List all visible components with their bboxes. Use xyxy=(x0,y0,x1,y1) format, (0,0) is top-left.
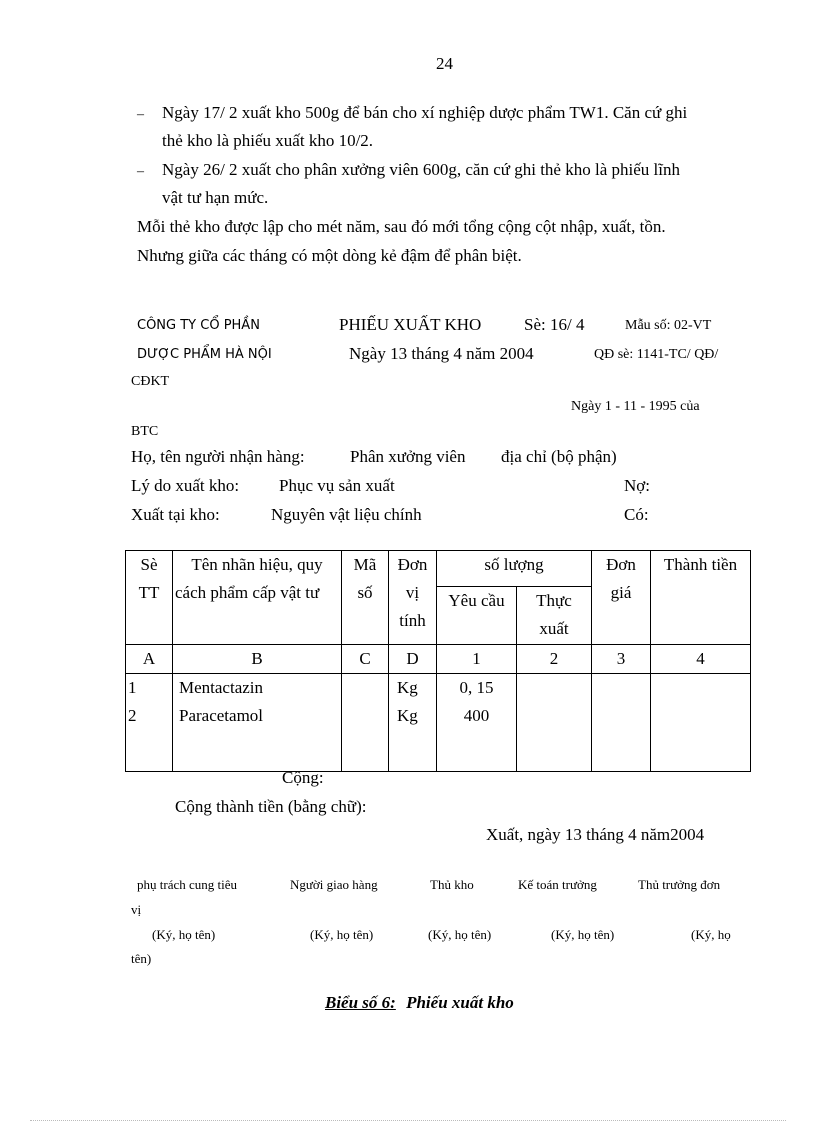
issue-date-line: Xuất, ngày 13 tháng 4 năm2004 xyxy=(486,825,705,844)
table-row-requested: 0, 15 xyxy=(459,678,494,697)
header-quantity: số lượng xyxy=(437,551,592,587)
decision-line-2: CĐKT xyxy=(131,374,170,389)
signature-note-last: (Ký, họ xyxy=(691,927,731,942)
signature-note-wrap: tên) xyxy=(131,951,152,966)
column-letter: B xyxy=(173,645,342,674)
column-letter: C xyxy=(342,645,389,674)
column-letter: 3 xyxy=(592,645,651,674)
header-code xyxy=(342,551,389,645)
signature-role-head: Thủ trưởng đơn xyxy=(638,877,721,892)
receiver-value: Phân xưởng viên xyxy=(350,447,466,466)
column-letter: 2 xyxy=(517,645,592,674)
header-stt-line-2: TT xyxy=(138,583,160,602)
header-unit-price-line-1: Đơn xyxy=(606,555,636,574)
code-cell xyxy=(342,674,389,772)
bullet-dash-icon: – xyxy=(137,164,144,179)
unit-cell xyxy=(389,674,437,772)
sum-in-words-label: Cộng thành tiền (bằng chữ): xyxy=(175,797,367,816)
stt-cell xyxy=(126,674,173,772)
header-code-line-1: Mã xyxy=(353,555,377,574)
total-cell xyxy=(651,674,751,772)
signature-role-supply: phụ trách cung tiêu xyxy=(137,877,237,892)
debit-label: Nợ: xyxy=(624,476,650,495)
header-requested: Yêu cầu xyxy=(437,587,517,645)
item-name-cell xyxy=(173,674,342,772)
table-body-row xyxy=(126,674,751,772)
signature-note: (Ký, họ tên) xyxy=(551,927,615,942)
decision-line-3: Ngày 1 - 11 - 1995 của xyxy=(571,399,700,414)
page-bottom-rule xyxy=(30,1120,786,1121)
voucher-date: Ngày 13 tháng 4 năm 2004 xyxy=(349,344,534,363)
header-unit-price xyxy=(592,551,651,645)
header-code-line-2: số xyxy=(357,583,373,602)
credit-label: Có: xyxy=(624,505,649,524)
header-unit-line-1: Đơn xyxy=(397,555,428,574)
header-unit-line-2: vị xyxy=(405,583,420,602)
paragraph-line-2: Nhưng giữa các tháng có một dòng kẻ đậm để phân biệt. xyxy=(137,246,522,265)
caption-text: Phiếu xuất kho xyxy=(406,993,514,1012)
table-row-stt: 1 xyxy=(128,678,137,697)
signature-note: (Ký, họ tên) xyxy=(310,927,374,942)
header-item-name-line-2: cách phẩm cấp vật tư xyxy=(175,583,320,602)
header-actual xyxy=(517,587,592,645)
header-actual-line-1: Thực xyxy=(536,591,572,610)
warehouse-label: Xuất tại kho: xyxy=(131,505,220,524)
header-actual-line-2: xuất xyxy=(539,619,569,638)
issue-items-table xyxy=(125,550,751,772)
decision-line-1: QĐ sè: 1141-TC/ QĐ/ xyxy=(594,347,719,362)
actual-cell xyxy=(517,674,592,772)
table-row-unit: Kg xyxy=(397,678,418,697)
voucher-title: PHIẾU XUẤT KHO xyxy=(339,315,482,334)
bullet-1-line-1: Ngày 17/ 2 xuất kho 500g để bán cho xí nghiệp dược phẩm TW1. Căn cứ ghi xyxy=(162,103,688,122)
header-item-name xyxy=(173,551,342,645)
company-name-line-2: DƯỢC PHẨM HÀ NỘI xyxy=(137,347,272,362)
table-row-name: Mentactazin xyxy=(179,678,264,697)
receiver-label: Họ, tên người nhận hàng: xyxy=(131,447,305,466)
column-letter: 1 xyxy=(437,645,517,674)
unit-price-cell xyxy=(592,674,651,772)
decision-line-4: BTC xyxy=(131,424,159,439)
header-unit-line-3: tính xyxy=(399,611,426,630)
table-row-name: Paracetamol xyxy=(179,706,264,725)
company-name-line-1: CÔNG TY CỔ PHẦN xyxy=(137,318,260,333)
sum-label: Cộng: xyxy=(282,768,324,787)
table-row-stt: 2 xyxy=(128,706,137,725)
table-column-letters-row xyxy=(126,645,751,674)
header-unit-price-line-2: giá xyxy=(610,583,632,602)
bullet-dash-icon: – xyxy=(137,107,144,122)
column-letter: D xyxy=(389,645,437,674)
bullet-1-line-2: thẻ kho là phiếu xuất kho 10/2. xyxy=(162,131,374,150)
address-label: địa chỉ (bộ phận) xyxy=(501,447,617,466)
bullet-2-line-2: vật tư hạn mức. xyxy=(162,188,269,207)
column-letter: 4 xyxy=(651,645,751,674)
header-item-name-line-1: Tên nhãn hiệu, quy xyxy=(191,555,323,574)
header-unit xyxy=(389,551,437,645)
caption-label: Biểu số 6: xyxy=(325,993,396,1012)
signature-role-chief-accountant: Kế toán trưởng xyxy=(518,877,597,892)
figure-caption xyxy=(325,993,514,1013)
reason-label: Lý do xuất kho: xyxy=(131,476,240,495)
form-number: Mẫu số: 02-VT xyxy=(625,318,712,333)
signature-role-wrap: vị xyxy=(131,902,142,917)
page-number: 24 xyxy=(436,54,453,73)
signature-role-storekeeper: Thủ kho xyxy=(430,877,474,892)
header-stt-line-1: Sè xyxy=(140,555,158,574)
signature-role-deliverer: Người giao hàng xyxy=(290,877,378,892)
voucher-number: Sè: 16/ 4 xyxy=(524,315,585,334)
header-total: Thành tiền xyxy=(651,551,751,645)
header-stt xyxy=(126,551,173,645)
warehouse-value: Nguyên vật liệu chính xyxy=(271,505,422,524)
requested-cell xyxy=(437,674,517,772)
column-letter: A xyxy=(126,645,173,674)
reason-value: Phục vụ sản xuất xyxy=(279,476,395,495)
signature-note: (Ký, họ tên) xyxy=(428,927,492,942)
table-row-unit: Kg xyxy=(397,706,418,725)
paragraph-line-1: Mỗi thẻ kho được lập cho mét năm, sau đó mới tổng cộng cột nhập, xuất, tồn. xyxy=(137,217,666,236)
table-row-requested: 400 xyxy=(463,706,490,725)
bullet-2-line-1: Ngày 26/ 2 xuất cho phân xưởng viên 600g, căn cứ ghi thẻ kho là phiếu lĩnh xyxy=(162,160,680,179)
signature-note: (Ký, họ tên) xyxy=(152,927,216,942)
